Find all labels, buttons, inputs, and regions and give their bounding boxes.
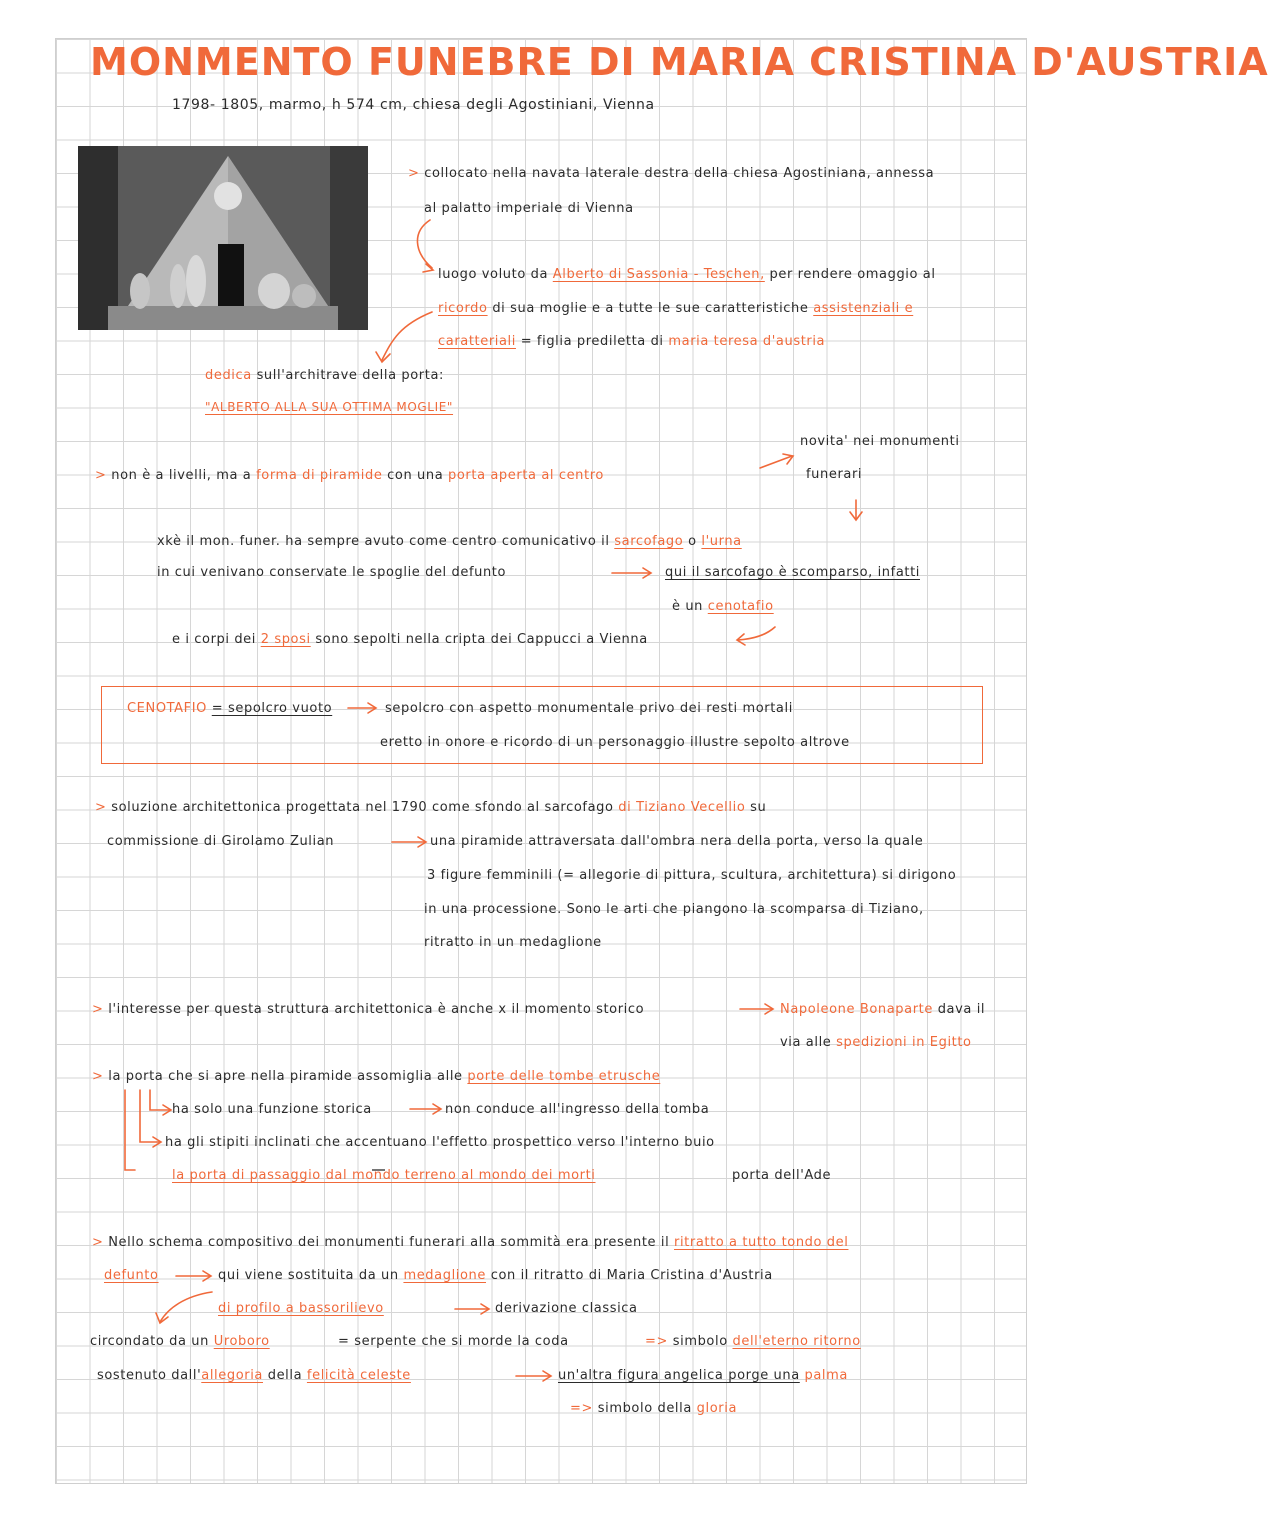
cenotafio-def: = sepolcro vuoto bbox=[211, 701, 333, 716]
porte-etrusche: porte delle tombe etrusche bbox=[467, 1069, 661, 1084]
dedica-text: sull'architrave della porta: bbox=[256, 368, 444, 383]
cenotafio-desc-2: eretto in onore e ricordo di un personaggio illustre sepolto altrove bbox=[380, 735, 850, 750]
interesse-c: dava il bbox=[937, 1002, 986, 1017]
intro-line-5b: = figlia prediletta di bbox=[520, 334, 664, 349]
gloria-word: gloria bbox=[696, 1401, 738, 1416]
sarcofago-word: sarcofago bbox=[614, 534, 684, 549]
urna-word: l'urna bbox=[701, 534, 742, 549]
schema-l5c: della bbox=[267, 1368, 303, 1383]
porta-a: la porta che si apre nella piramide assomiglia alle bbox=[108, 1069, 463, 1084]
forma-piramide: forma di piramide bbox=[256, 468, 383, 483]
porta-ade: porta dell'Ade bbox=[732, 1168, 832, 1183]
soluzione-l1a: soluzione architettonica progettata nel 1790 come sfondo al sarcofago bbox=[111, 800, 614, 815]
profilo-bassorilievo: di profilo a bassorilievo bbox=[218, 1301, 384, 1316]
novita-line-1: novita' nei monumenti bbox=[800, 434, 960, 449]
porta-d: non conduce all'ingresso della tomba bbox=[445, 1102, 710, 1117]
soluzione-l3: 3 figure femminili (= allegorie di pittura, scultura, architettura) si dirigono bbox=[427, 868, 957, 883]
eterno-ritorno: dell'eterno ritorno bbox=[732, 1334, 861, 1349]
sarcofago-l1a: xkè il mon. funer. ha sempre avuto come centro comunicativo il bbox=[157, 534, 610, 549]
schema-l4a: circondato da un bbox=[90, 1334, 209, 1349]
uroboro-word: Uroboro bbox=[213, 1334, 270, 1349]
porta-c: ha solo una funzione storica bbox=[172, 1102, 372, 1117]
sarcofago-l4a: e i corpi dei bbox=[172, 632, 256, 647]
spedizioni-egitto: spedizioni in Egitto bbox=[836, 1035, 972, 1050]
porta-f: la porta di passaggio dal mondo terreno al mondo dei morti bbox=[172, 1168, 596, 1183]
alberto-name: Alberto di Sassonia - Teschen, bbox=[552, 267, 765, 282]
curve-arrow-dedica bbox=[382, 312, 432, 360]
sarcofago-l2a: in cui venivano conservate le spoglie del defunto bbox=[157, 565, 507, 580]
cenotafio-term: CENOTAFIO bbox=[127, 701, 208, 716]
ricordo-word: ricordo bbox=[438, 301, 488, 316]
intro-line-4b: di sua moglie e a tutte le sue caratteristiche bbox=[492, 301, 809, 316]
cenotafio-desc-1: sepolcro con aspetto monumentale privo dei resti mortali bbox=[385, 701, 793, 716]
palma-word: palma bbox=[804, 1368, 848, 1383]
subtitle: 1798- 1805, marmo, h 574 cm, chiesa degli Agostiniani, Vienna bbox=[172, 97, 655, 113]
porta-aperta: porta aperta al centro bbox=[448, 468, 604, 483]
sposi-word: 2 sposi bbox=[260, 632, 311, 647]
schema-l4c: = serpente che si morde la coda bbox=[338, 1334, 569, 1349]
soluzione-l4: in una processione. Sono le arti che piangono la scomparsa di Tiziano, bbox=[424, 902, 924, 917]
intro-line-3a: luogo voluto da bbox=[438, 267, 549, 282]
novita-line-2: funerari bbox=[806, 467, 863, 482]
piramide-a: non è a livelli, ma a bbox=[111, 468, 252, 483]
dedica-word: dedica bbox=[205, 368, 252, 383]
porta-e: ha gli stipiti inclinati che accentuano l'effetto prospettico verso l'interno buio bbox=[165, 1135, 715, 1150]
intro-line-1: collocato nella navata laterale destra della chiesa Agostiniana, annessa bbox=[424, 166, 935, 181]
sarcofago-l3a: è un bbox=[672, 599, 704, 614]
medaglione-word: medaglione bbox=[403, 1268, 486, 1283]
derivazione-classica: derivazione classica bbox=[495, 1301, 638, 1316]
assistenziali-word: assistenziali e bbox=[813, 301, 914, 316]
allegoria-word: allegoria bbox=[201, 1368, 263, 1383]
schema-l6a: simbolo della bbox=[597, 1401, 692, 1416]
soluzione-l2b: una piramide attraversata dall'ombra nera della porta, verso la quale bbox=[430, 834, 924, 849]
maria-teresa-name: maria teresa d'austria bbox=[668, 334, 826, 349]
arrow-novita bbox=[760, 456, 792, 468]
ritratto-tutto-tondo: ritratto a tutto tondo del bbox=[674, 1235, 849, 1250]
cenotafio-word: cenotafio bbox=[707, 599, 774, 614]
piramide-c: con una bbox=[387, 468, 444, 483]
sarcofago-l4c: sono sepolti nella cripta dei Cappucci a Vienna bbox=[315, 632, 648, 647]
schema-l4d: simbolo bbox=[672, 1334, 728, 1349]
schema-l1a: Nello schema compositivo dei monumenti funerari alla sommità era presente il bbox=[108, 1235, 670, 1250]
soluzione-l5: ritratto in un medaglione bbox=[424, 935, 602, 950]
page-title: MONMENTO FUNEBRE DI MARIA CRISTINA D'AUSTRIA bbox=[90, 40, 1269, 84]
caratteriali-word: caratteriali bbox=[438, 334, 516, 349]
defunto-word: defunto bbox=[104, 1268, 159, 1283]
sarcofago-l1c: o bbox=[688, 534, 697, 549]
schema-l5e: un'altra figura angelica porge una bbox=[558, 1368, 800, 1383]
soluzione-l1c: su bbox=[750, 800, 767, 815]
schema-l5a: sostenuto dall' bbox=[97, 1368, 202, 1383]
interesse-a: l'interesse per questa struttura architettonica è anche x il momento storico bbox=[108, 1002, 645, 1017]
schema-l2d: con il ritratto di Maria Cristina d'Austria bbox=[490, 1268, 773, 1283]
napoleone-name: Napoleone Bonaparte bbox=[780, 1002, 933, 1017]
intro-line-2: al palatto imperiale di Vienna bbox=[424, 201, 634, 216]
felicita-celeste: felicità celeste bbox=[306, 1368, 411, 1383]
interesse-d: via alle bbox=[780, 1035, 832, 1050]
tiziano-name: di Tiziano Vecellio bbox=[618, 800, 746, 815]
curve-arrow-luogo bbox=[417, 220, 432, 268]
soluzione-l2a: commissione di Girolamo Zulian bbox=[107, 834, 335, 849]
dedica-quote: "ALBERTO ALLA SUA OTTIMA MOGLIE" bbox=[205, 400, 454, 414]
sarcofago-l2b: qui il sarcofago è scomparso, infatti bbox=[665, 565, 920, 580]
schema-l2b: qui viene sostituita da un bbox=[218, 1268, 399, 1283]
intro-line-3c: per rendere omaggio al bbox=[769, 267, 936, 282]
